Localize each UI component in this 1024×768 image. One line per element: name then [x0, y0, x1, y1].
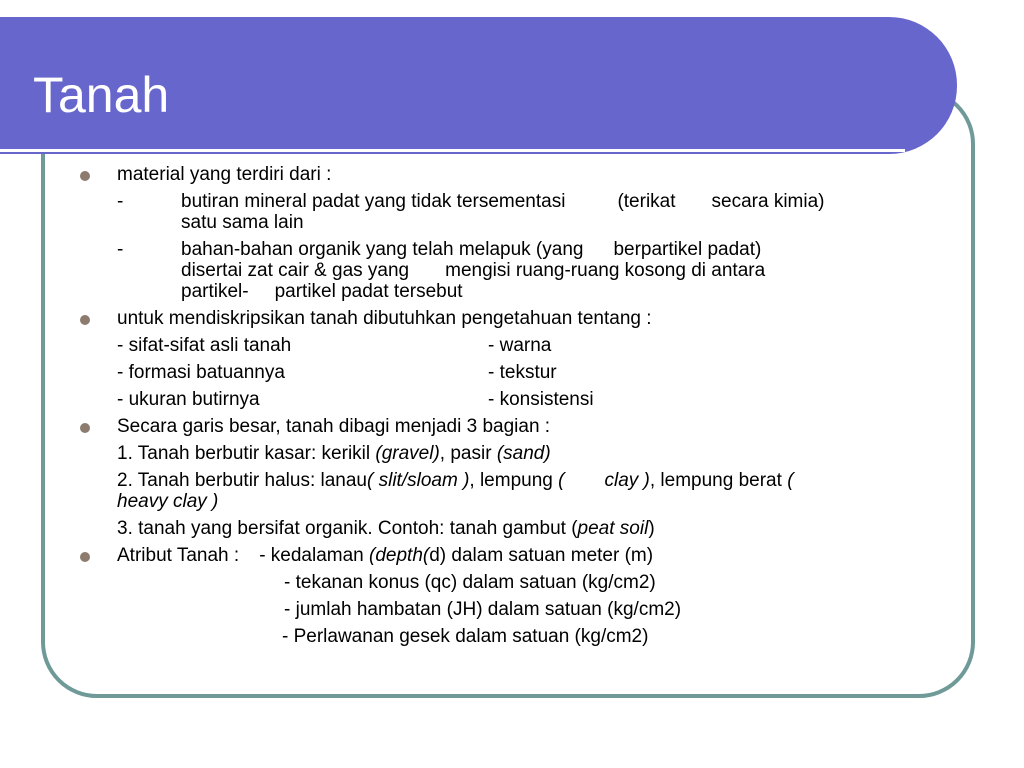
bullet-dot: [80, 315, 90, 325]
sub-text: disertai zat cair & gas yang: [181, 260, 410, 281]
property-left: - sifat-sifat asli tanah: [117, 335, 292, 356]
item-term: (gravel): [375, 443, 440, 464]
property-left: - ukuran butirnya: [117, 389, 260, 410]
list-item-organik: [117, 518, 950, 539]
title-bar: [0, 17, 957, 154]
item-text: , lempung: [469, 470, 559, 491]
dash: -: [117, 239, 124, 260]
item-term: (sand): [496, 443, 551, 464]
list-item: [117, 362, 950, 383]
sub-text: mengisi ruang-ruang kosong di antara: [445, 260, 766, 281]
item-term: clay ): [604, 470, 650, 491]
attribute-term: (depth(: [369, 545, 430, 566]
sub-text: secara kimia): [711, 191, 825, 212]
bullet-text: untuk mendiskripsikan tanah dibutuhkan pengetahuan tentang :: [117, 308, 652, 329]
property-left: - formasi batuannya: [117, 362, 285, 383]
list-item-halus: [117, 470, 950, 512]
sub-text: satu sama lain: [181, 212, 304, 233]
bullet-deskripsi: [80, 308, 950, 329]
title-underline: [0, 149, 905, 152]
sub-item-mineral: [117, 191, 950, 233]
sub-text: butiran mineral padat yang tidak tersementasi: [181, 191, 566, 212]
attribute-line: - tekanan konus (qc) dalam satuan (kg/cm2): [284, 572, 656, 593]
dash: -: [117, 191, 124, 212]
item-term: heavy clay ): [117, 491, 219, 512]
item-text: , pasir: [439, 443, 497, 464]
sub-text: bahan-bahan organik yang telah melapuk (yang: [181, 239, 584, 260]
bullet-atribut: [80, 545, 950, 566]
item-text: 2. Tanah berbutir halus: lanau: [117, 470, 367, 491]
attribute-line: - jumlah hambatan (JH) dalam satuan (kg/cm2): [284, 599, 682, 620]
bullet-text: Secara garis besar, tanah dibagi menjadi 3 bagian :: [117, 416, 551, 437]
list-item-kasar: [117, 443, 950, 464]
list-item: [117, 335, 950, 356]
sub-text: (terikat: [617, 191, 676, 212]
sub-text: partikel-: [181, 281, 249, 302]
slide-content: [80, 164, 950, 653]
sub-item-organik: [117, 239, 950, 302]
attribute-text: - kedalaman: [259, 545, 370, 566]
attribute-line: - Perlawanan gesek dalam satuan (kg/cm2): [282, 626, 649, 647]
bullet-dot: [80, 171, 90, 181]
item-text: 3. tanah yang bersifat organik. Contoh: tanah gambut (: [117, 518, 578, 539]
bullet-bagian: [80, 416, 950, 437]
sub-text: partikel padat tersebut: [274, 281, 463, 302]
item-text: 1. Tanah berbutir kasar: kerikil: [117, 443, 376, 464]
item-text: , lempung berat: [649, 470, 788, 491]
slide-title: Tanah: [33, 67, 170, 123]
property-right: - warna: [488, 335, 552, 356]
sub-text: berpartikel padat): [613, 239, 762, 260]
bullet-material: [80, 164, 950, 185]
bullet-dot: [80, 552, 90, 562]
item-term: (: [558, 470, 565, 491]
item-term: (: [787, 470, 794, 491]
list-item: [117, 389, 950, 410]
property-right: - konsistensi: [488, 389, 594, 410]
attribute-text: d) dalam satuan meter (m): [429, 545, 654, 566]
item-term: peat soil: [577, 518, 649, 539]
bullet-text: material yang terdiri dari :: [117, 164, 332, 185]
item-text: ): [648, 518, 655, 539]
attribute-label: Atribut Tanah :: [117, 545, 240, 566]
property-right: - tekstur: [488, 362, 557, 383]
item-term: ( slit/sloam ): [367, 470, 470, 491]
bullet-dot: [80, 423, 90, 433]
